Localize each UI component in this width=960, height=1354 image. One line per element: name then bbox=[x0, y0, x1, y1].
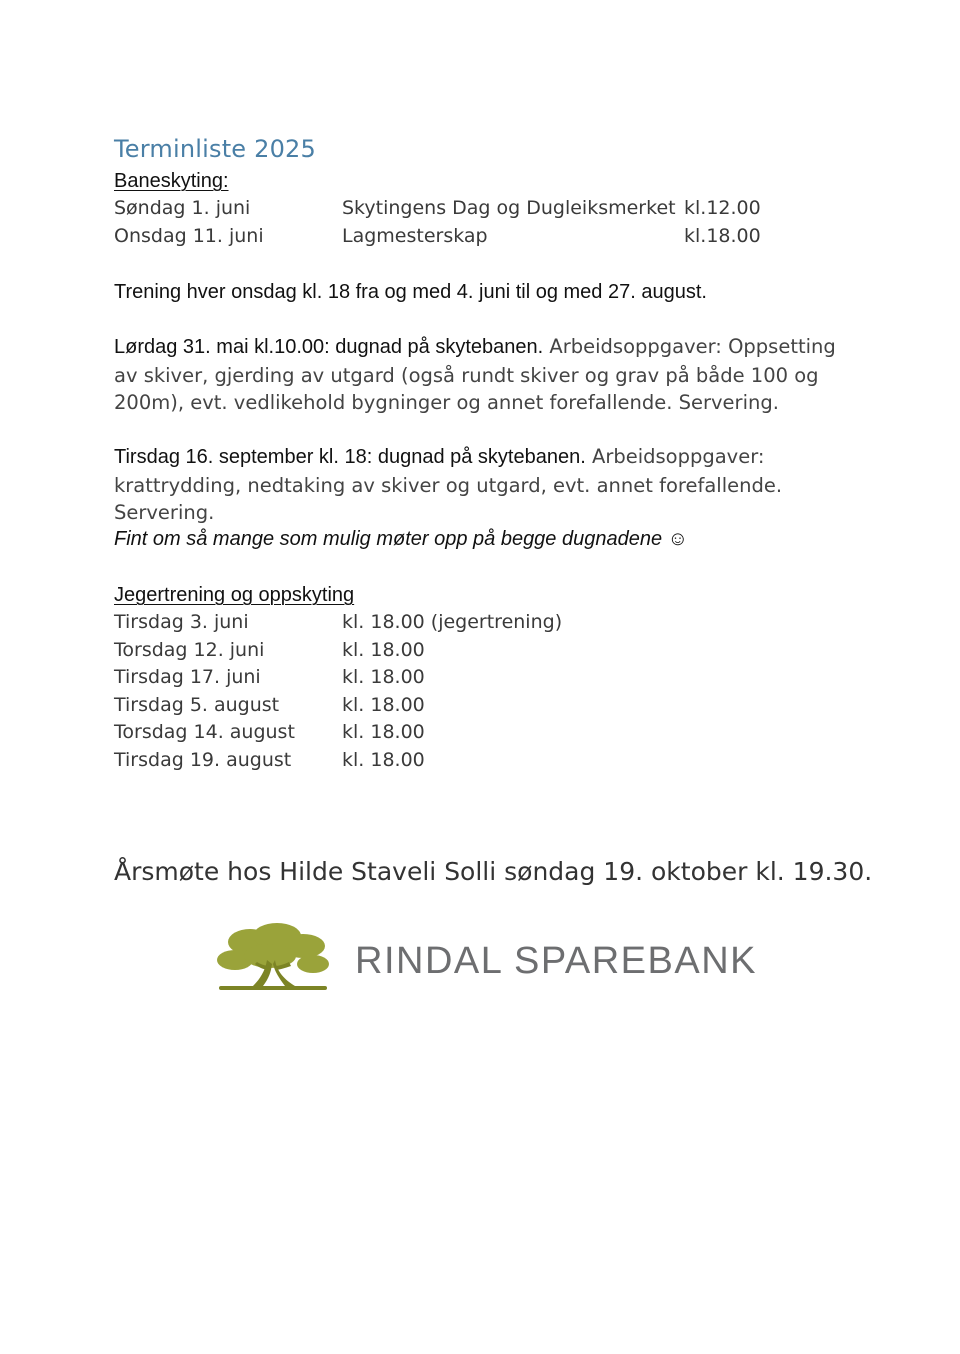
jeger-date: Tirsdag 5. august bbox=[114, 693, 280, 716]
jeger-row bbox=[114, 719, 874, 746]
dugnad-autumn-paragraph bbox=[114, 443, 859, 527]
baneskyting-heading: Baneskyting: bbox=[114, 170, 229, 192]
baneskyting-row bbox=[114, 223, 874, 250]
jeger-time: kl. 18.00 bbox=[342, 638, 425, 661]
jeger-time: kl. 18.00 (jegertrening) bbox=[342, 611, 563, 633]
jeger-row bbox=[114, 637, 874, 664]
jeger-row bbox=[114, 664, 874, 691]
jeger-row bbox=[114, 692, 874, 719]
dugnad-spring-paragraph bbox=[114, 333, 859, 417]
dugnad-autumn-title: Tirsdag 16. september kl. 18: dugnad på skytebanen. bbox=[114, 446, 586, 468]
page-title: Terminliste 2025 bbox=[114, 135, 316, 163]
event-date: Søndag 1. juni bbox=[114, 197, 251, 219]
oak-tree-icon bbox=[215, 920, 335, 1000]
sponsor-name: RINDAL SPAREBANK bbox=[355, 940, 757, 982]
event-name: Lagmesterskap bbox=[342, 225, 488, 247]
event-name: Skytingens Dag og Dugleiksmerket bbox=[342, 197, 676, 219]
jeger-date: Torsdag 14. august bbox=[114, 721, 295, 743]
baneskyting-row bbox=[114, 195, 874, 222]
jeger-time: kl. 18.00 bbox=[342, 666, 425, 688]
jeger-time: kl. 18.00 bbox=[342, 748, 425, 771]
jeger-heading: Jegertrening og oppskyting bbox=[114, 584, 355, 606]
dugnad-spring-title: Lørdag 31. mai kl.10.00: dugnad på skytebanen. bbox=[114, 336, 544, 358]
rindal-sparebank-logo bbox=[215, 918, 775, 1003]
jeger-time: kl. 18.00 bbox=[342, 721, 425, 743]
arsmote-announcement: Årsmøte hos Hilde Staveli Solli søndag 19. oktober kl. 19.30. bbox=[114, 857, 873, 886]
jeger-date: Tirsdag 19. august bbox=[114, 748, 292, 771]
jeger-date: Torsdag 12. juni bbox=[114, 638, 265, 661]
dugnad-autumn-text: Arbeidsoppgaver: krattrydding, nedtaking av skiver og utgard, evt. annet forefallende. Servering. bbox=[114, 445, 783, 524]
jeger-date: Tirsdag 3. juni bbox=[114, 611, 249, 633]
jeger-date: Tirsdag 17. juni bbox=[114, 666, 261, 688]
oppfordring-text: Fint om så mange som mulig møter opp på begge dugnadene ☺ bbox=[114, 528, 689, 550]
jeger-row bbox=[114, 609, 874, 636]
event-time: kl.12.00 bbox=[684, 197, 761, 219]
event-time: kl.18.00 bbox=[684, 225, 761, 247]
event-date: Onsdag 11. juni bbox=[114, 225, 264, 247]
trening-info: Trening hver onsdag kl. 18 fra og med 4. juni til og med 27. august. bbox=[114, 281, 707, 303]
jeger-row bbox=[114, 747, 874, 774]
jeger-time: kl. 18.00 bbox=[342, 693, 425, 716]
dugnad-spring-text: Arbeidsoppgaver: Oppsetting av skiver, gjerding av utgard (også rundt skiver og grav på både 100 og 200m), evt. vedlikehold bygninger og annet forefallende. Servering. bbox=[114, 335, 836, 414]
